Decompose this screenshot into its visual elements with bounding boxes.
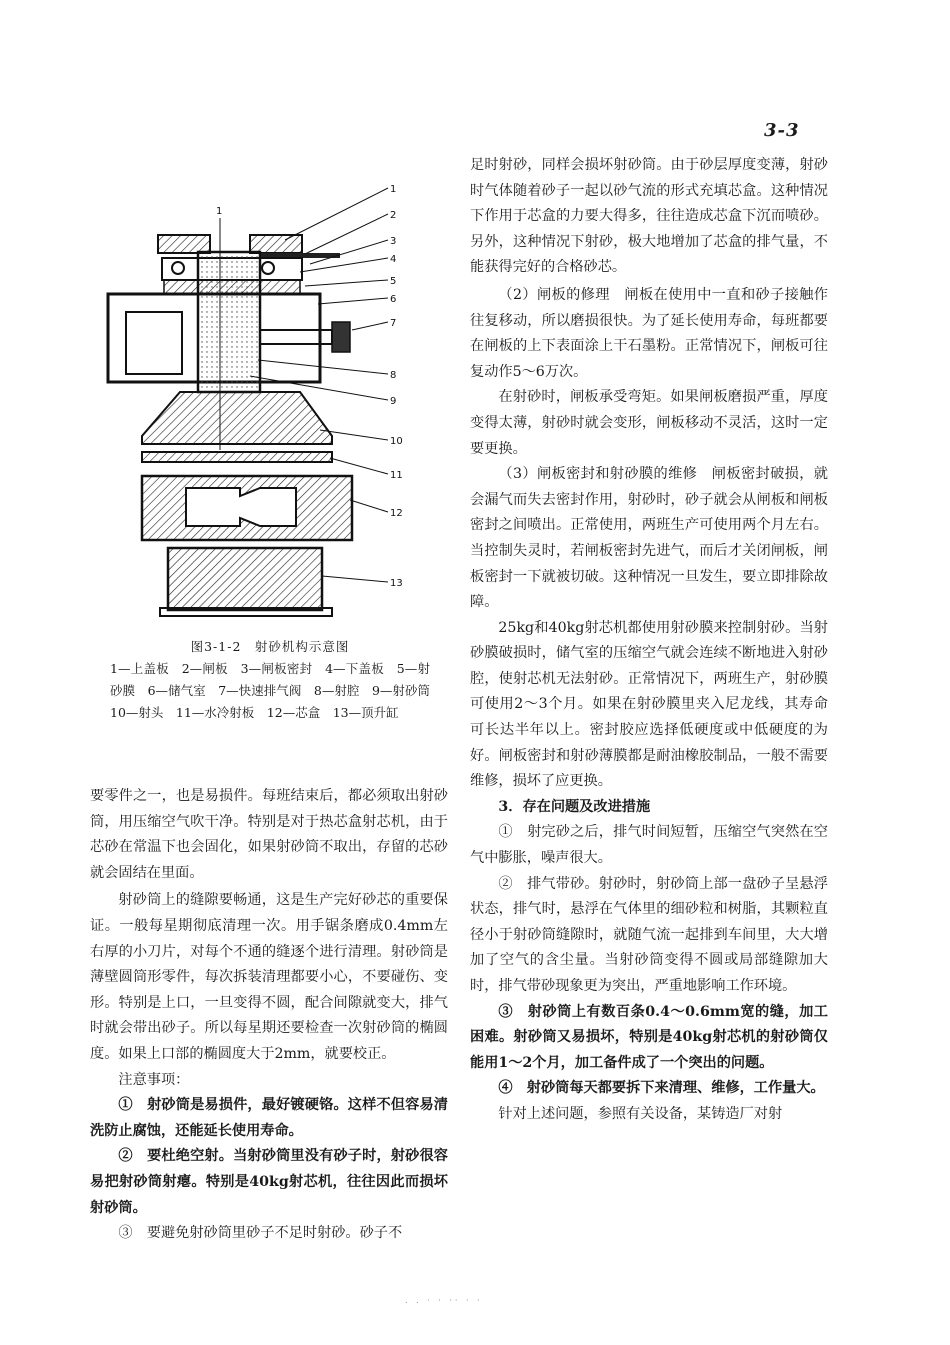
- leader-line: [305, 280, 388, 286]
- air-chamber-inner: [126, 312, 182, 374]
- footer-marks: . . · · ·· · ·: [405, 1296, 483, 1305]
- quick-exhaust-valve: [332, 322, 350, 352]
- shooting-head: [142, 392, 332, 444]
- upper-cover-plate-right: [250, 235, 302, 253]
- paragraph: ② 排气带砂。射砂时，射砂筒上部一盘砂子呈悬浮状态，排气时，悬浮在气体里的细砂粒和树脂，其颗粒直径小于射砂筒缝隙时，就随气流一起排到车间里，大大增加了空气的含尘量。当射砂筒变得不圆或局部缝隙加大时，排气带砂现象更为突出，严重地影响工作环境。: [470, 875, 828, 994]
- gate-seal-right: [262, 262, 274, 274]
- paragraph: 足时射砂，同样会损坏射砂筒。由于砂层厚度变薄，射砂时气体随着砂子一起以砂气流的形式充填芯盒。这种情况下作用于芯盒的力要大得多，往往造成芯盒下沉而喷砂。另外，这种情况下射砂，极大地增加了芯盒的排气量，不能获得完好的合格砂芯。: [470, 157, 828, 276]
- paragraph: ① 射完砂之后，排气时间短暂，压缩空气突然在空气中膨胀，噪声很大。: [470, 824, 828, 867]
- lift-cylinder: [168, 548, 322, 610]
- leader-line: [258, 360, 388, 374]
- paragraph: （3）闸板密封和射砂膜的维修 闸板密封破损，就会漏气而失去密封作用，射砂时，砂子就会从闸板和闸板密封之间喷出。正常使用，两班生产可使用两个月左右。当控制失灵时，若闸板密封先进气，而后才关闭闸板，闸板密封一下就被切破。这种情况一旦发生，要立即排除故障。: [470, 466, 828, 611]
- paragraph: 要零件之一，也是易损件。每班结束后，都必须取出射砂筒，用压缩空气吹干净。特别是对于热芯盒射芯机，由于芯砂在常温下也会固化，如果射砂筒不取出，存留的芯砂就会固结在里面。: [90, 788, 448, 881]
- paragraph: （2）闸板的修理 闸板在使用中一直和砂子接触作往复移动，所以磨损很快。为了延长使用寿命，每班都要在闸板的上下表面涂上干石墨粉。正常情况下，闸板可往复动作5～6万次。: [470, 286, 828, 380]
- paragraph: 射砂筒上的缝隙要畅通，这是生产完好砂芯的重要保证。一般每星期彻底清理一次。用手锯条磨成0.4mm左右厚的小刀片，对每个不通的缝逐个进行清理。射砂筒是薄壁圆筒形零件，每次拆装清理都要小心，不要碰伤、变形。特别是上口，一旦变得不圆，配合间隙就变大，排气时就会带出砂子。所以每星期还要检查一次射砂筒的椭圆度。如果上口部的椭圆度大于2mm，就要校正。: [90, 892, 448, 1062]
- paragraph: ④ 射砂筒每天都要拆下来清理、维修，工作量大。: [498, 1080, 825, 1097]
- part-label: 13: [390, 578, 403, 589]
- part-label: 6: [390, 294, 397, 305]
- part-label: 4: [390, 254, 397, 265]
- leader-line: [330, 458, 388, 474]
- diagram-svg: [100, 180, 440, 630]
- right-column: [470, 153, 828, 1128]
- part-label: 5: [390, 276, 397, 287]
- paragraph: ① 射砂筒是易损件，最好镀硬铬。这样不但容易清洗防止腐蚀，还能延长使用寿命。: [90, 1097, 448, 1139]
- leader-line: [310, 240, 388, 264]
- part-label: 7: [390, 318, 397, 329]
- gate-seal-left: [172, 262, 184, 274]
- leader-line: [322, 576, 388, 582]
- page-number: 3-3: [764, 120, 800, 141]
- left-column: [90, 784, 448, 1247]
- part-label: 11: [390, 470, 403, 481]
- paragraph: ③ 要避免射砂筒里砂子不足时射砂。砂子不: [118, 1225, 403, 1242]
- figure-legend: 1—上盖板 2—闸板 3—闸板密封 4—下盖板 5—射砂膜 6—储气室 7—快速排气阀 8—射腔 9—射砂筒 10—射头 11—水冷射板 12—芯盒 13—顶升缸: [110, 661, 443, 720]
- paragraph: 25kg和40kg射芯机都使用射砂膜来控制射砂。当射砂膜破损时，储气室的压缩空气就会连续不断地进入射砂腔，使射芯机无法射砂。正常情况下，两班生产，射砂膜可使用2～3个月。如果在射砂膜里夹入尼龙线，其寿命可长达半年以上。密封胶应选择低硬度或中低硬度的为好。闸板密封和射砂薄膜都是耐油橡胶制品，一般不需要维修，损坏了应更换。: [470, 619, 828, 790]
- shooting-mechanism-diagram: [100, 180, 440, 630]
- paragraph: 在射砂时，闸板承受弯矩。如果闸板磨损严重，厚度变得太薄，射砂时就会变形，闸板移动不灵活，这时一定要更换。: [470, 389, 828, 457]
- leader-line: [352, 322, 388, 330]
- part-label: 12: [390, 508, 403, 519]
- part-label: 2: [390, 210, 397, 221]
- upper-cover-plate-left: [158, 235, 210, 253]
- leader-line: [318, 298, 388, 304]
- leader-line: [285, 188, 388, 240]
- leader-line: [300, 258, 388, 272]
- part-label: 10: [390, 436, 403, 447]
- sand-cylinder: [198, 252, 260, 392]
- section-heading: 3．存在问题及改进措施: [498, 798, 651, 815]
- leader-line: [350, 500, 388, 512]
- figure-caption: [110, 636, 443, 724]
- part-label: 8: [390, 370, 397, 381]
- part-label: 9: [390, 396, 397, 407]
- part-label: 1: [390, 184, 397, 195]
- leader-line: [305, 214, 388, 254]
- figure-title: 图3-1-2 射砂机构示意图: [190, 639, 350, 654]
- paragraph: ② 要杜绝空射。当射砂筒里没有砂子时，射砂很容易把射砂筒射瘪。特别是40kg射芯机，往往因此而损坏射砂筒。: [90, 1148, 448, 1216]
- center-label: 1: [216, 206, 223, 217]
- part-label: 3: [390, 236, 397, 247]
- core-box-cavity: [186, 488, 296, 526]
- paragraph: ③ 射砂筒上有数百条0.4～0.6mm宽的缝，加工困难。射砂筒又易损坏，特别是40kg射芯机的射砂筒仅能用1～2个月，加工备件成了一个突出的问题。: [470, 1003, 828, 1071]
- paragraph: 注意事项：: [118, 1071, 190, 1088]
- water-cooled-plate: [142, 452, 332, 462]
- paragraph: 针对上述问题，参照有关设备，某铸造厂对射: [498, 1105, 783, 1122]
